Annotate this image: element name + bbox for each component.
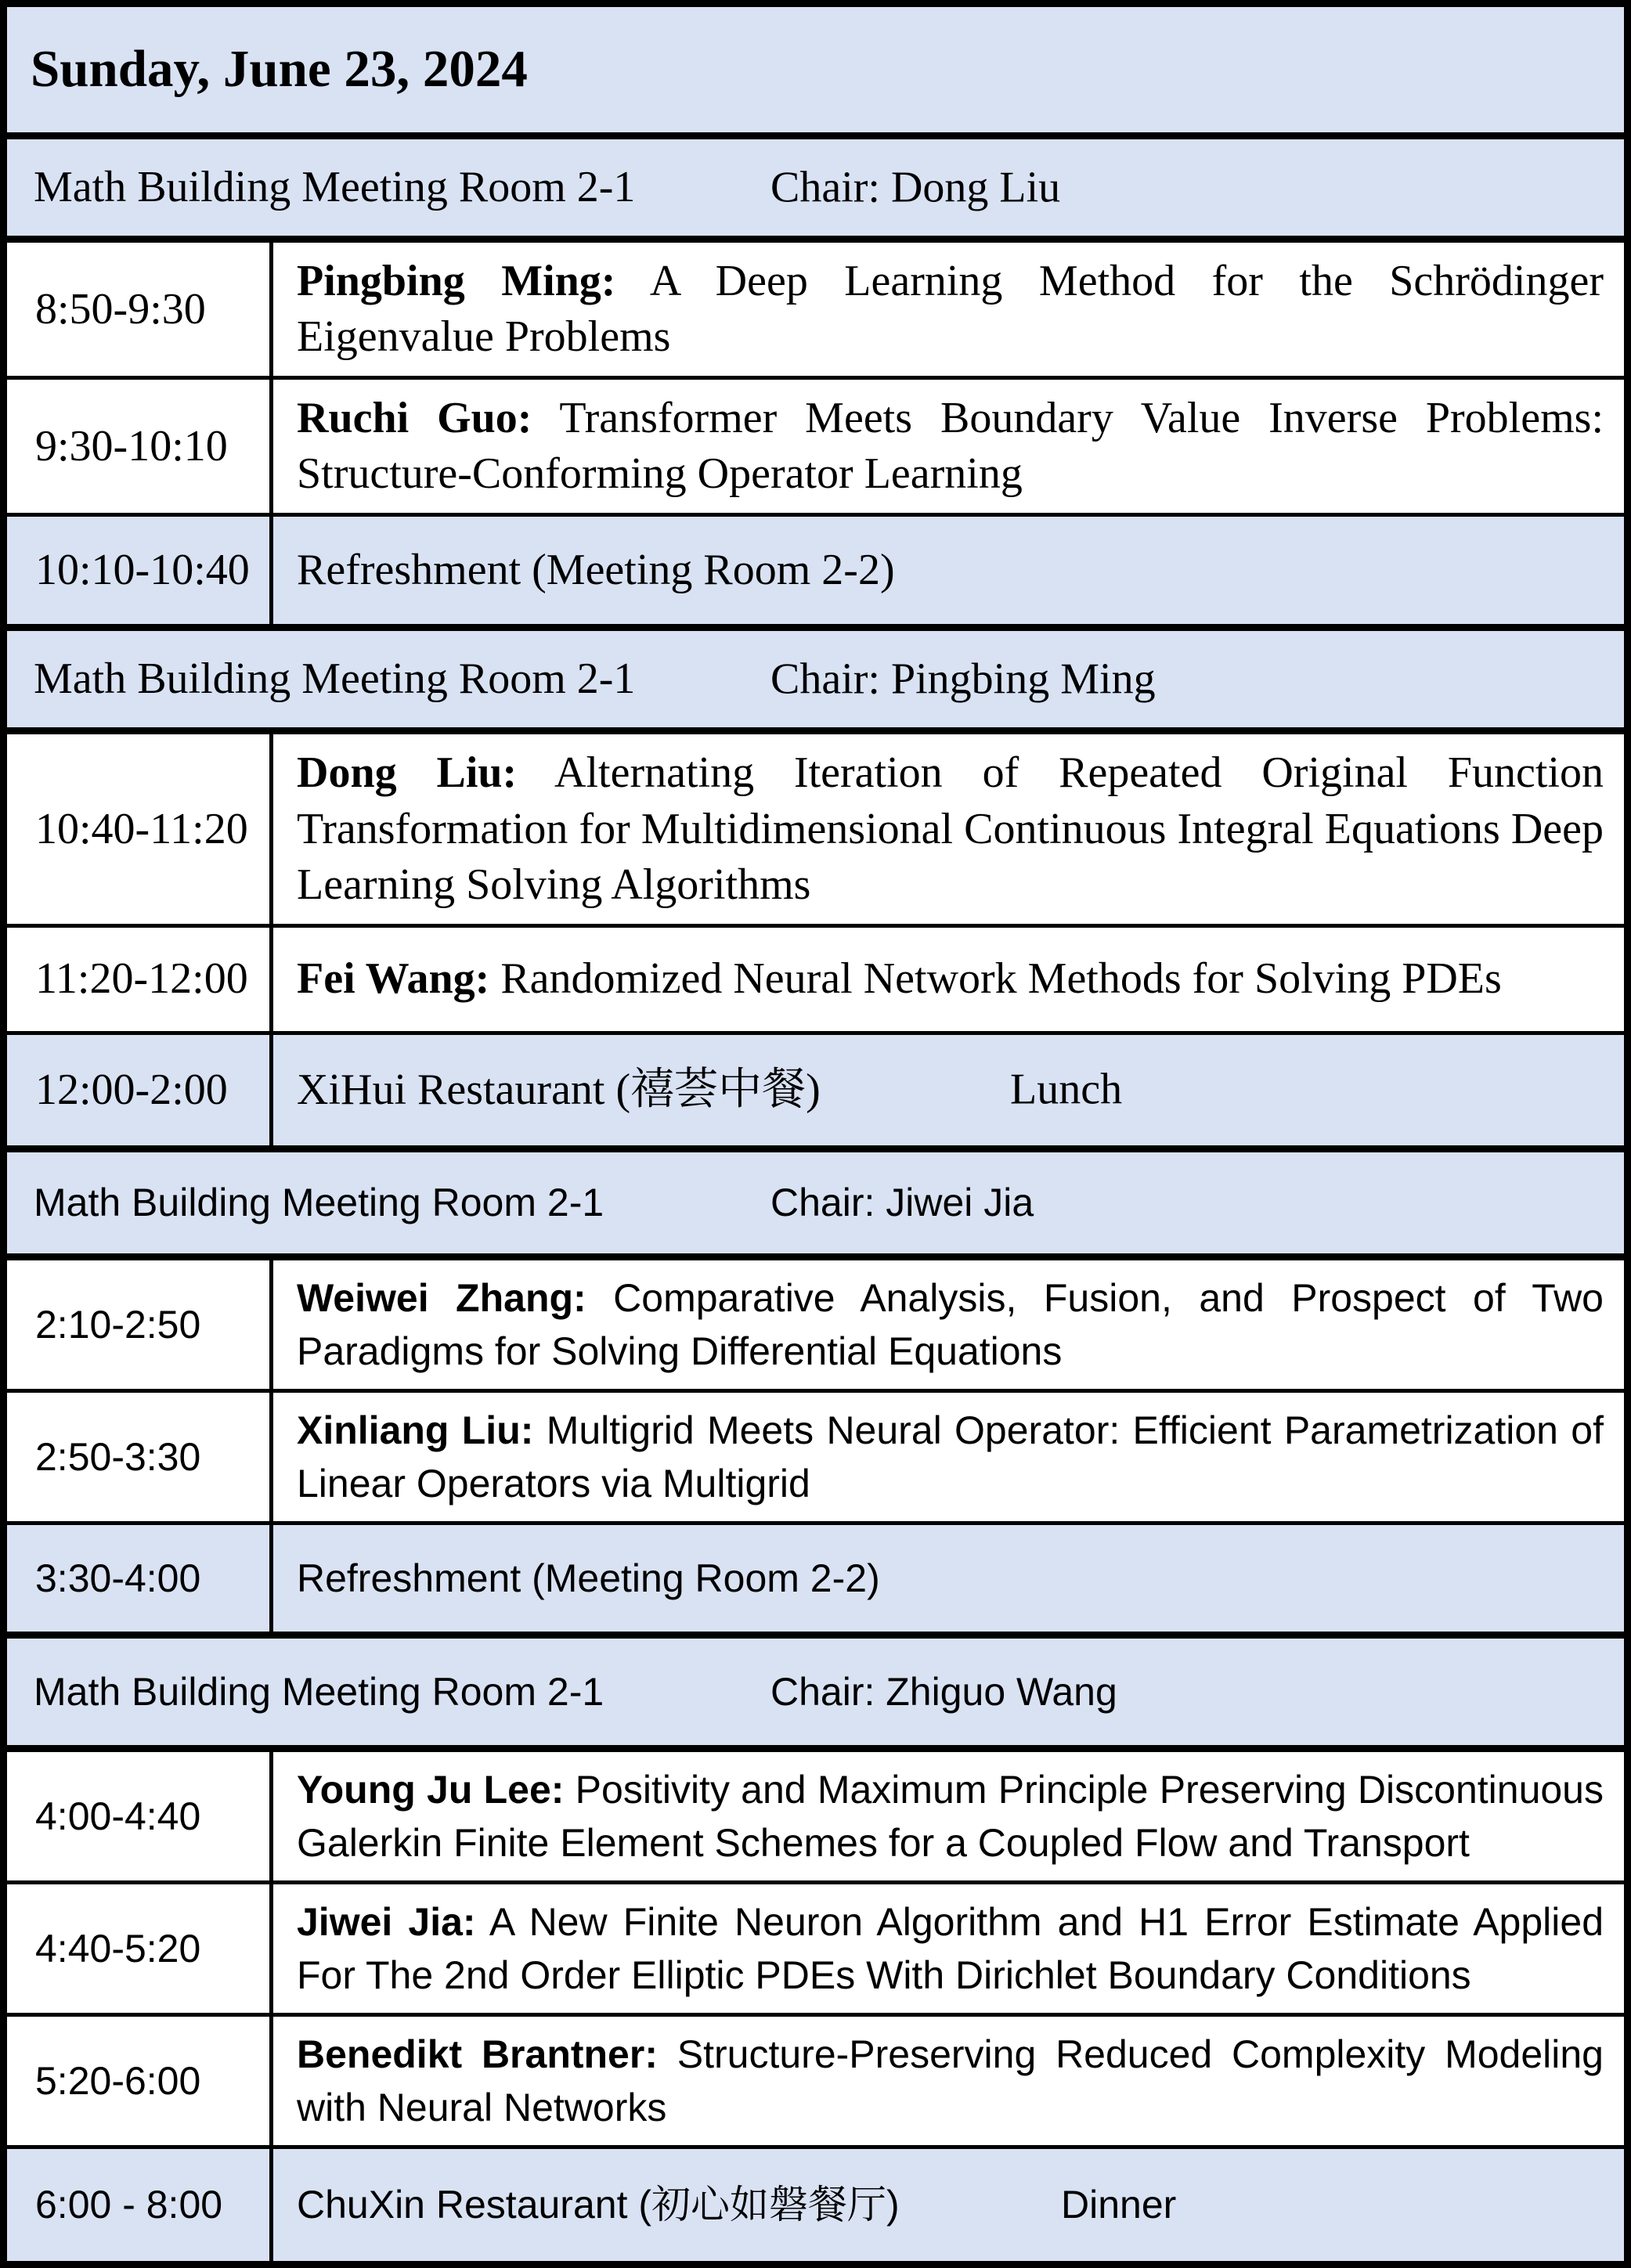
time-label: 10:10-10:40	[35, 546, 250, 595]
talk-title: A Deep Learning Method for the Schrödinger Eigenvalue Problems	[297, 257, 1604, 362]
venue-label: ChuXin Restaurant (初心如磐餐厅)	[297, 2183, 900, 2227]
speaker-name: Dong Liu:	[297, 748, 518, 798]
talk-text	[297, 1763, 1604, 1870]
speaker-name: Ruchi Guo:	[297, 394, 532, 443]
speaker-name: Pingbing Ming:	[297, 257, 616, 305]
time-cell	[7, 1525, 273, 1632]
talk-title: Alternating Iteration of Repeated Original Function Transformation for Multidimensional Continuous Integral Equations Deep Learning Solving Algorithms	[297, 748, 1604, 909]
break-row	[7, 1521, 1624, 1632]
chair-label: Chair: Zhiguo Wang	[770, 1669, 1117, 1714]
lunch-cell	[273, 1035, 1624, 1145]
break-row	[7, 513, 1624, 624]
talk-cell	[273, 1393, 1624, 1521]
talk-text	[297, 951, 1604, 1007]
speaker-name: Young Ju Lee:	[297, 1767, 565, 1812]
time-label: 4:00-4:40	[35, 1794, 201, 1838]
room-label: Math Building Meeting Room 2-1	[34, 1181, 604, 1225]
time-label: 11:20-12:00	[35, 954, 248, 1004]
talk-text	[297, 745, 1604, 912]
talk-title: Structure-Preserving Reduced Complexity Modeling with Neural Networks	[297, 2032, 1604, 2129]
time-cell	[7, 1260, 273, 1389]
time-cell	[7, 2149, 273, 2261]
dinner-row	[7, 2145, 1624, 2261]
talk-title: Comparative Analysis, Fusion, and Prospect of Two Paradigms for Solving Differential Equations	[297, 1275, 1604, 1373]
session-header-4	[7, 1632, 1624, 1745]
speaker-name: Weiwei Zhang:	[297, 1275, 586, 1320]
time-label: 4:40-5:20	[35, 1926, 201, 1971]
chair-label: Chair: Jiwei Jia	[770, 1181, 1034, 1225]
room-label: Math Building Meeting Room 2-1	[34, 162, 636, 211]
talk-row	[7, 727, 1624, 923]
talk-row	[7, 1389, 1624, 1521]
time-label: 2:10-2:50	[35, 1302, 201, 1347]
chair-label: Chair: Dong Liu	[770, 162, 1061, 211]
talk-text	[297, 1271, 1604, 1378]
time-cell	[7, 243, 273, 376]
talk-title: Multigrid Meets Neural Operator: Efficient Parametrization of Linear Operators via Multigrid	[297, 1408, 1604, 1505]
talk-row	[7, 924, 1624, 1031]
time-cell	[7, 928, 273, 1031]
meal-label: Lunch	[1010, 1065, 1123, 1114]
time-cell	[7, 734, 273, 923]
talk-title: Positivity and Maximum Principle Preserving Discontinuous Galerkin Finite Element Schemes for a Coupled Flow and Transport	[297, 1767, 1604, 1865]
talk-cell	[273, 734, 1624, 923]
talk-cell	[273, 2017, 1624, 2145]
talk-title: Transformer Meets Boundary Value Inverse Problems: Structure-Conforming Operator Learning	[297, 394, 1604, 499]
speaker-name: Benedikt Brantner:	[297, 2032, 658, 2076]
venue-label: XiHui Restaurant (禧荟中餐)	[297, 1065, 821, 1114]
chair-label: Chair: Pingbing Ming	[770, 654, 1156, 704]
room-label: Math Building Meeting Room 2-1	[34, 654, 636, 704]
time-label: 8:50-9:30	[35, 284, 206, 334]
session-header-1	[7, 132, 1624, 236]
time-cell	[7, 1035, 273, 1145]
talk-cell	[273, 1260, 1624, 1389]
talk-row	[7, 376, 1624, 513]
time-cell	[7, 1393, 273, 1521]
time-label: 6:00 - 8:00	[35, 2183, 223, 2227]
time-label: 2:50-3:30	[35, 1434, 201, 1479]
time-label: 5:20-6:00	[35, 2058, 201, 2103]
date-title: Sunday, June 23, 2024	[31, 40, 528, 99]
time-label: 10:40-11:20	[35, 804, 248, 853]
speaker-name: Fei Wang:	[297, 954, 490, 1004]
break-cell	[273, 517, 1624, 624]
time-cell	[7, 517, 273, 624]
talk-row	[7, 1880, 1624, 2013]
break-label: Refreshment (Meeting Room 2-2)	[297, 546, 895, 595]
talk-cell	[273, 1884, 1624, 2013]
talk-text	[297, 1895, 1604, 2002]
date-title-row	[7, 7, 1624, 132]
speaker-name: Jiwei Jia:	[297, 1899, 476, 1944]
session-header-2	[7, 624, 1624, 727]
talk-cell	[273, 380, 1624, 513]
talk-row	[7, 1253, 1624, 1389]
talk-row	[7, 2013, 1624, 2145]
time-cell	[7, 1752, 273, 1880]
speaker-name: Xinliang Liu:	[297, 1408, 534, 1452]
talk-cell	[273, 1752, 1624, 1880]
time-cell	[7, 1884, 273, 2013]
talk-cell	[273, 243, 1624, 376]
meal-label: Dinner	[1061, 2183, 1177, 2227]
talk-text	[297, 391, 1604, 502]
session-header-3	[7, 1145, 1624, 1253]
talk-text	[297, 254, 1604, 365]
talk-row	[7, 236, 1624, 376]
time-label: 3:30-4:00	[35, 1556, 201, 1600]
break-cell	[273, 1525, 1624, 1632]
time-cell	[7, 380, 273, 513]
time-cell	[7, 2017, 273, 2145]
talk-title: A New Finite Neuron Algorithm and H1 Error Estimate Applied For The 2nd Order Elliptic PDEs With Dirichlet Boundary Conditions	[297, 1899, 1604, 1997]
break-label: Refreshment (Meeting Room 2-2)	[297, 1556, 880, 1600]
talk-cell	[273, 928, 1624, 1031]
time-label: 12:00-2:00	[35, 1065, 228, 1114]
room-label: Math Building Meeting Room 2-1	[34, 1669, 604, 1714]
dinner-cell	[273, 2149, 1624, 2261]
talk-title: Randomized Neural Network Methods for Solving PDEs	[500, 954, 1502, 1004]
talk-row	[7, 1745, 1624, 1880]
lunch-row	[7, 1031, 1624, 1145]
time-label: 9:30-10:10	[35, 421, 228, 471]
talk-text	[297, 1404, 1604, 1510]
talk-text	[297, 2028, 1604, 2134]
